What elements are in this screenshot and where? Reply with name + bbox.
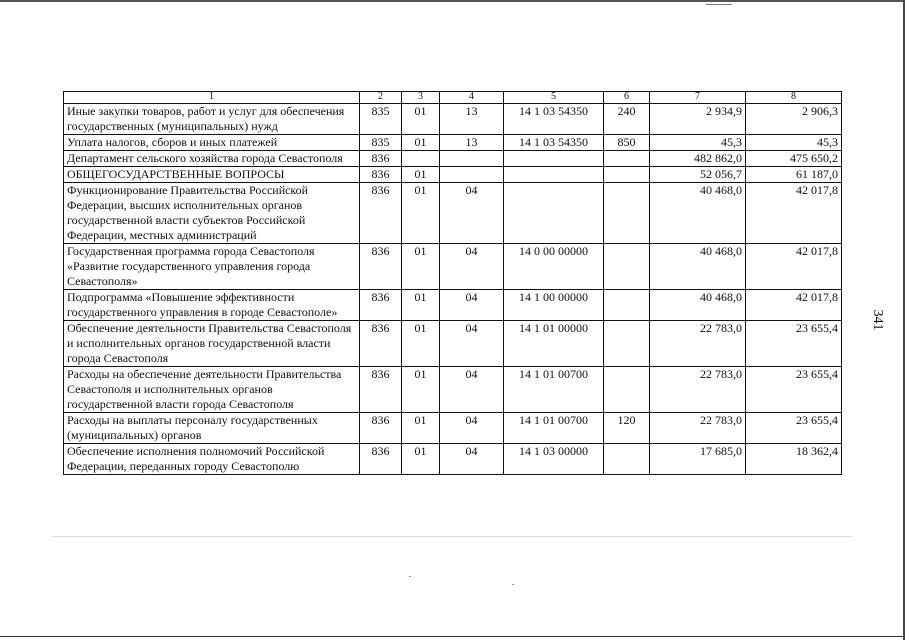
subsection-code-cell: 13 xyxy=(440,135,504,151)
column-header-7: 7 xyxy=(650,92,746,104)
expense-type-cell: 240 xyxy=(604,104,650,135)
gr-code-cell: 836 xyxy=(360,321,402,367)
section-code-cell: 01 xyxy=(402,367,440,413)
expense-type-cell xyxy=(604,244,650,290)
row-name-cell: ОБЩЕГОСУДАРСТВЕННЫЕ ВОПРОСЫ xyxy=(64,167,360,183)
header-row xyxy=(64,92,842,104)
amount-1-cell: 482 862,0 xyxy=(650,151,746,167)
subsection-code-cell: 04 xyxy=(440,321,504,367)
section-code-cell: 01 xyxy=(402,413,440,444)
amount-1-cell: 22 783,0 xyxy=(650,413,746,444)
section-code-cell: 01 xyxy=(402,104,440,135)
subsection-code-cell xyxy=(440,167,504,183)
column-header-1: 1 xyxy=(64,92,360,104)
amount-2-cell: 42 017,8 xyxy=(746,244,842,290)
target-item-cell: 14 1 01 00000 xyxy=(504,321,604,367)
target-item-cell: 14 1 01 00700 xyxy=(504,367,604,413)
row-name-cell: Функционирование Правительства Российской Федерации, высших исполнительных органов государственной власти субъектов Российской Федерации, местных администраций xyxy=(64,183,360,244)
subsection-code-cell: 04 xyxy=(440,444,504,475)
target-item-cell: 14 1 03 00000 xyxy=(504,444,604,475)
subsection-code-cell: 04 xyxy=(440,244,504,290)
section-code-cell xyxy=(402,151,440,167)
amount-1-cell: 2 934,9 xyxy=(650,104,746,135)
column-header-4: 4 xyxy=(440,92,504,104)
section-code-cell: 01 xyxy=(402,290,440,321)
scan-speck xyxy=(512,584,514,585)
target-item-cell: 14 1 03 54350 xyxy=(504,104,604,135)
row-name-cell: Департамент сельского хозяйства города Севастополя xyxy=(64,151,360,167)
subsection-code-cell: 04 xyxy=(440,183,504,244)
column-header-2: 2 xyxy=(360,92,402,104)
table-row xyxy=(64,183,842,244)
amount-2-cell: 42 017,8 xyxy=(746,183,842,244)
table-row xyxy=(64,167,842,183)
expense-type-cell: 120 xyxy=(604,413,650,444)
row-name-cell: Расходы на обеспечение деятельности Правительства Севастополя и исполнительных органов государственной власти города Севастополя xyxy=(64,367,360,413)
column-header-6: 6 xyxy=(604,92,650,104)
expense-type-cell xyxy=(604,151,650,167)
expense-type-cell xyxy=(604,444,650,475)
table-row xyxy=(64,151,842,167)
gr-code-cell: 835 xyxy=(360,104,402,135)
target-item-cell xyxy=(504,183,604,244)
table-row xyxy=(64,413,842,444)
column-header-8: 8 xyxy=(746,92,842,104)
amount-1-cell: 22 783,0 xyxy=(650,367,746,413)
scan-edge-bottom xyxy=(0,636,905,637)
subsection-code-cell: 04 xyxy=(440,367,504,413)
amount-2-cell: 42 017,8 xyxy=(746,290,842,321)
gr-code-cell: 836 xyxy=(360,183,402,244)
gr-code-cell: 836 xyxy=(360,167,402,183)
amount-2-cell: 18 362,4 xyxy=(746,444,842,475)
expense-type-cell xyxy=(604,183,650,244)
amount-2-cell: 23 655,4 xyxy=(746,413,842,444)
expense-type-cell: 850 xyxy=(604,135,650,151)
table-row xyxy=(64,444,842,475)
row-name-cell: Обеспечение деятельности Правительства Севастополя и исполнительных органов государственной власти города Севастополя xyxy=(64,321,360,367)
expense-type-cell xyxy=(604,167,650,183)
gr-code-cell: 836 xyxy=(360,244,402,290)
amount-1-cell: 45,3 xyxy=(650,135,746,151)
expense-type-cell xyxy=(604,321,650,367)
amount-1-cell: 40 468,0 xyxy=(650,244,746,290)
gr-code-cell: 836 xyxy=(360,444,402,475)
table-row xyxy=(64,290,842,321)
amount-1-cell: 17 685,0 xyxy=(650,444,746,475)
subsection-code-cell: 04 xyxy=(440,290,504,321)
target-item-cell xyxy=(504,167,604,183)
amount-1-cell: 22 783,0 xyxy=(650,321,746,367)
subsection-code-cell: 04 xyxy=(440,413,504,444)
table-row xyxy=(64,135,842,151)
amount-1-cell: 52 056,7 xyxy=(650,167,746,183)
section-code-cell: 01 xyxy=(402,321,440,367)
target-item-cell: 14 1 00 00000 xyxy=(504,290,604,321)
target-item-cell: 14 1 01 00700 xyxy=(504,413,604,444)
expense-type-cell xyxy=(604,367,650,413)
row-name-cell: Подпрограмма «Повышение эффективности государственного управления в городе Севастополе» xyxy=(64,290,360,321)
subsection-code-cell: 13 xyxy=(440,104,504,135)
column-header-3: 3 xyxy=(402,92,440,104)
row-name-cell: Расходы на выплаты персоналу государственных (муниципальных) органов xyxy=(64,413,360,444)
section-code-cell: 01 xyxy=(402,244,440,290)
gr-code-cell: 836 xyxy=(360,413,402,444)
section-code-cell: 01 xyxy=(402,167,440,183)
column-header-5: 5 xyxy=(504,92,604,104)
faint-rule xyxy=(52,536,852,537)
section-code-cell: 01 xyxy=(402,183,440,244)
expense-type-cell xyxy=(604,290,650,321)
table-row xyxy=(64,321,842,367)
section-code-cell: 01 xyxy=(402,444,440,475)
page-number: 341 xyxy=(870,309,885,331)
row-name-cell: Уплата налогов, сборов и иных платежей xyxy=(64,135,360,151)
row-name-cell: Иные закупки товаров, работ и услуг для обеспечения государственных (муниципальных) нужд xyxy=(64,104,360,135)
scan-speck xyxy=(409,576,411,577)
subsection-code-cell xyxy=(440,151,504,167)
gr-code-cell: 836 xyxy=(360,290,402,321)
section-code-cell: 01 xyxy=(402,135,440,151)
target-item-cell: 14 0 00 00000 xyxy=(504,244,604,290)
gr-code-cell: 836 xyxy=(360,151,402,167)
budget-table xyxy=(63,91,842,475)
amount-2-cell: 23 655,4 xyxy=(746,367,842,413)
scan-edge-top xyxy=(0,0,905,2)
scan-mark xyxy=(706,4,732,5)
amount-2-cell: 23 655,4 xyxy=(746,321,842,367)
target-item-cell: 14 1 03 54350 xyxy=(504,135,604,151)
gr-code-cell: 836 xyxy=(360,367,402,413)
table-row xyxy=(64,367,842,413)
amount-1-cell: 40 468,0 xyxy=(650,290,746,321)
row-name-cell: Обеспечение исполнения полномочий Российской Федерации, переданных городу Севастополю xyxy=(64,444,360,475)
amount-2-cell: 45,3 xyxy=(746,135,842,151)
table-row xyxy=(64,104,842,135)
row-name-cell: Государственная программа города Севастополя «Развитие государственного управления города Севастополя» xyxy=(64,244,360,290)
gr-code-cell: 835 xyxy=(360,135,402,151)
amount-2-cell: 61 187,0 xyxy=(746,167,842,183)
amount-2-cell: 2 906,3 xyxy=(746,104,842,135)
target-item-cell xyxy=(504,151,604,167)
amount-1-cell: 40 468,0 xyxy=(650,183,746,244)
table-row xyxy=(64,244,842,290)
amount-2-cell: 475 650,2 xyxy=(746,151,842,167)
